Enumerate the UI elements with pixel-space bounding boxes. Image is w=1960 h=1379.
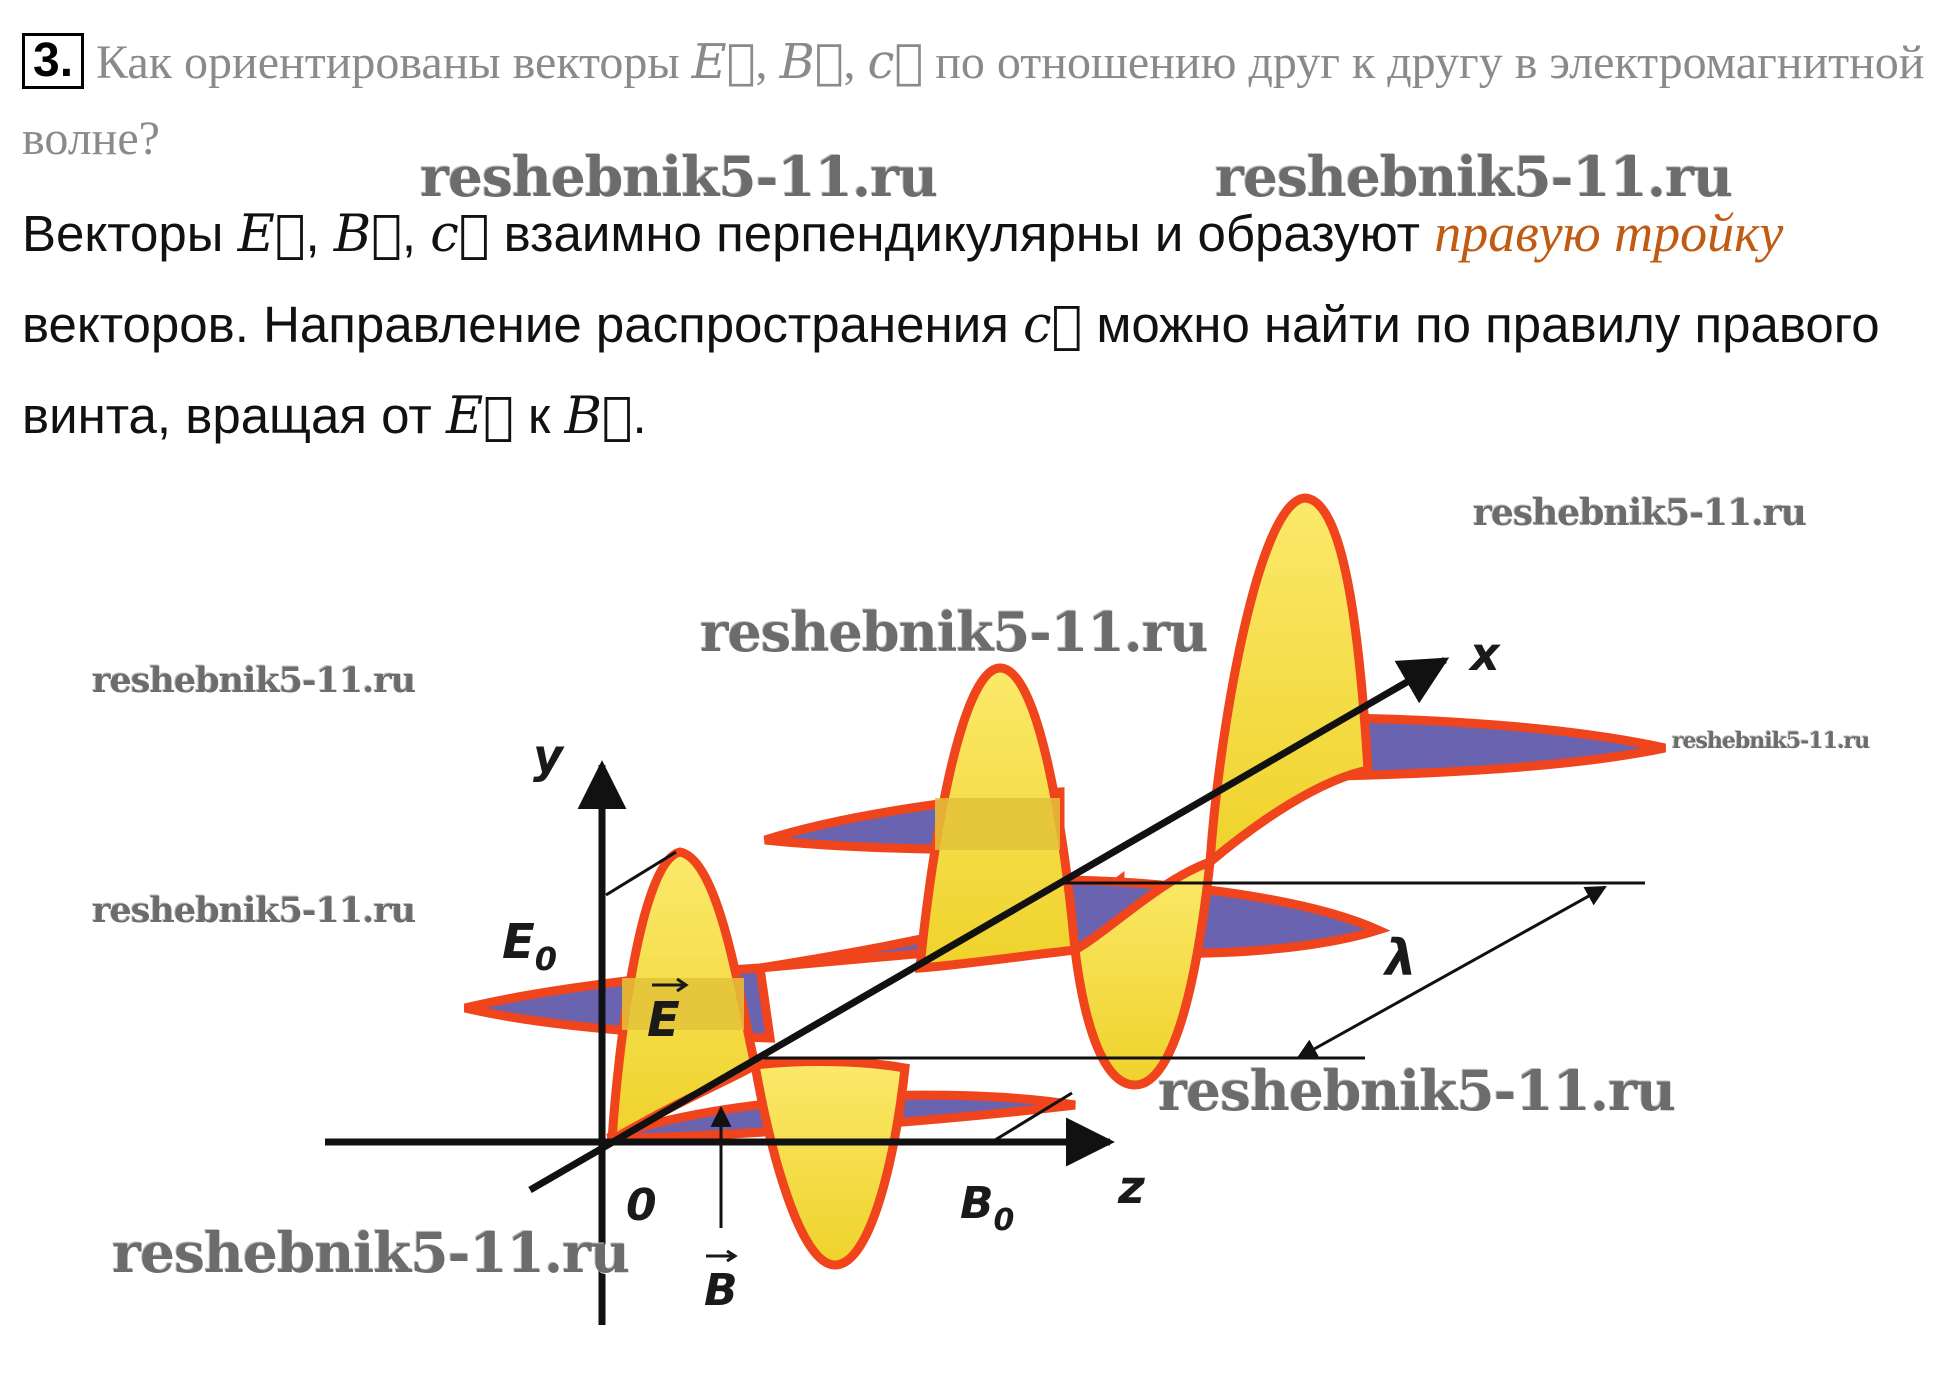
answer-text: . <box>632 387 647 444</box>
e-vector-label: E <box>647 992 680 1048</box>
watermark: reshebnik5-11.ru <box>92 890 416 931</box>
y-axis-label: y <box>533 729 563 783</box>
z-axis-label: z <box>1118 1160 1145 1214</box>
e0-subscript: 0 <box>534 940 558 978</box>
e0-label <box>502 914 557 978</box>
watermark: reshebnik5-11.ru <box>1473 492 1806 534</box>
e0-letter: E <box>502 914 535 970</box>
watermark: reshebnik5-11.ru <box>1158 1058 1676 1123</box>
watermark: reshebnik5-11.ru <box>1672 728 1870 754</box>
b0-subscript: 0 <box>993 1203 1015 1238</box>
watermark: reshebnik5-11.ru <box>1215 144 1733 209</box>
b0-letter: B <box>960 1178 994 1229</box>
e-wave-lobe <box>755 1062 905 1265</box>
watermark: reshebnik5-11.ru <box>420 144 938 209</box>
answer-vector-e: E⃗ <box>237 205 306 264</box>
answer-vector-b: B⃗ <box>564 387 633 446</box>
question-separator: , <box>843 36 868 89</box>
answer-text: Векторы <box>22 205 238 262</box>
answer-vector-c: c⃗ <box>1022 296 1083 355</box>
watermark: reshebnik5-11.ru <box>92 660 416 701</box>
question-vector-c: c⃗ <box>867 34 924 90</box>
answer-vector-c: c⃗ <box>430 205 490 264</box>
origin-label: 0 <box>626 1180 657 1231</box>
question-vector-e: E⃗ <box>691 34 756 90</box>
question-vector-b: B⃗ <box>779 34 844 90</box>
question-separator: , <box>755 36 780 89</box>
b-vector-label-arrow <box>706 1251 735 1261</box>
watermark: reshebnik5-11.ru <box>112 1220 630 1285</box>
wavelength-label: λ <box>1385 929 1417 987</box>
question-text-2: по отношению друг к другу в электромагнитной волне? <box>22 36 1925 165</box>
e-vector-band <box>935 798 1060 850</box>
b0-label <box>960 1178 1014 1238</box>
answer-text: взаимно перпендикулярны и образуют <box>489 205 1435 262</box>
x-axis-label: x <box>1470 627 1500 681</box>
answer-text: векторов. Направление распространения <box>22 296 1023 353</box>
answer-text: , <box>401 205 431 262</box>
question-number: 3. <box>22 33 84 89</box>
answer-vector-b: B⃗ <box>333 205 402 264</box>
answer-text: можно найти по правилу правого винта, вращая от <box>22 296 1880 444</box>
e-wave-lobe <box>1210 498 1368 862</box>
answer-text: к <box>513 387 565 444</box>
answer-text: , <box>305 205 334 262</box>
question-text-1: Как ориентированы векторы <box>96 36 692 89</box>
answer-highlight: правую тройку <box>1434 203 1784 263</box>
answer-vector-e: E⃗ <box>445 387 514 446</box>
b-vector-label: B <box>704 1265 738 1316</box>
watermark: reshebnik5-11.ru <box>700 600 1208 664</box>
